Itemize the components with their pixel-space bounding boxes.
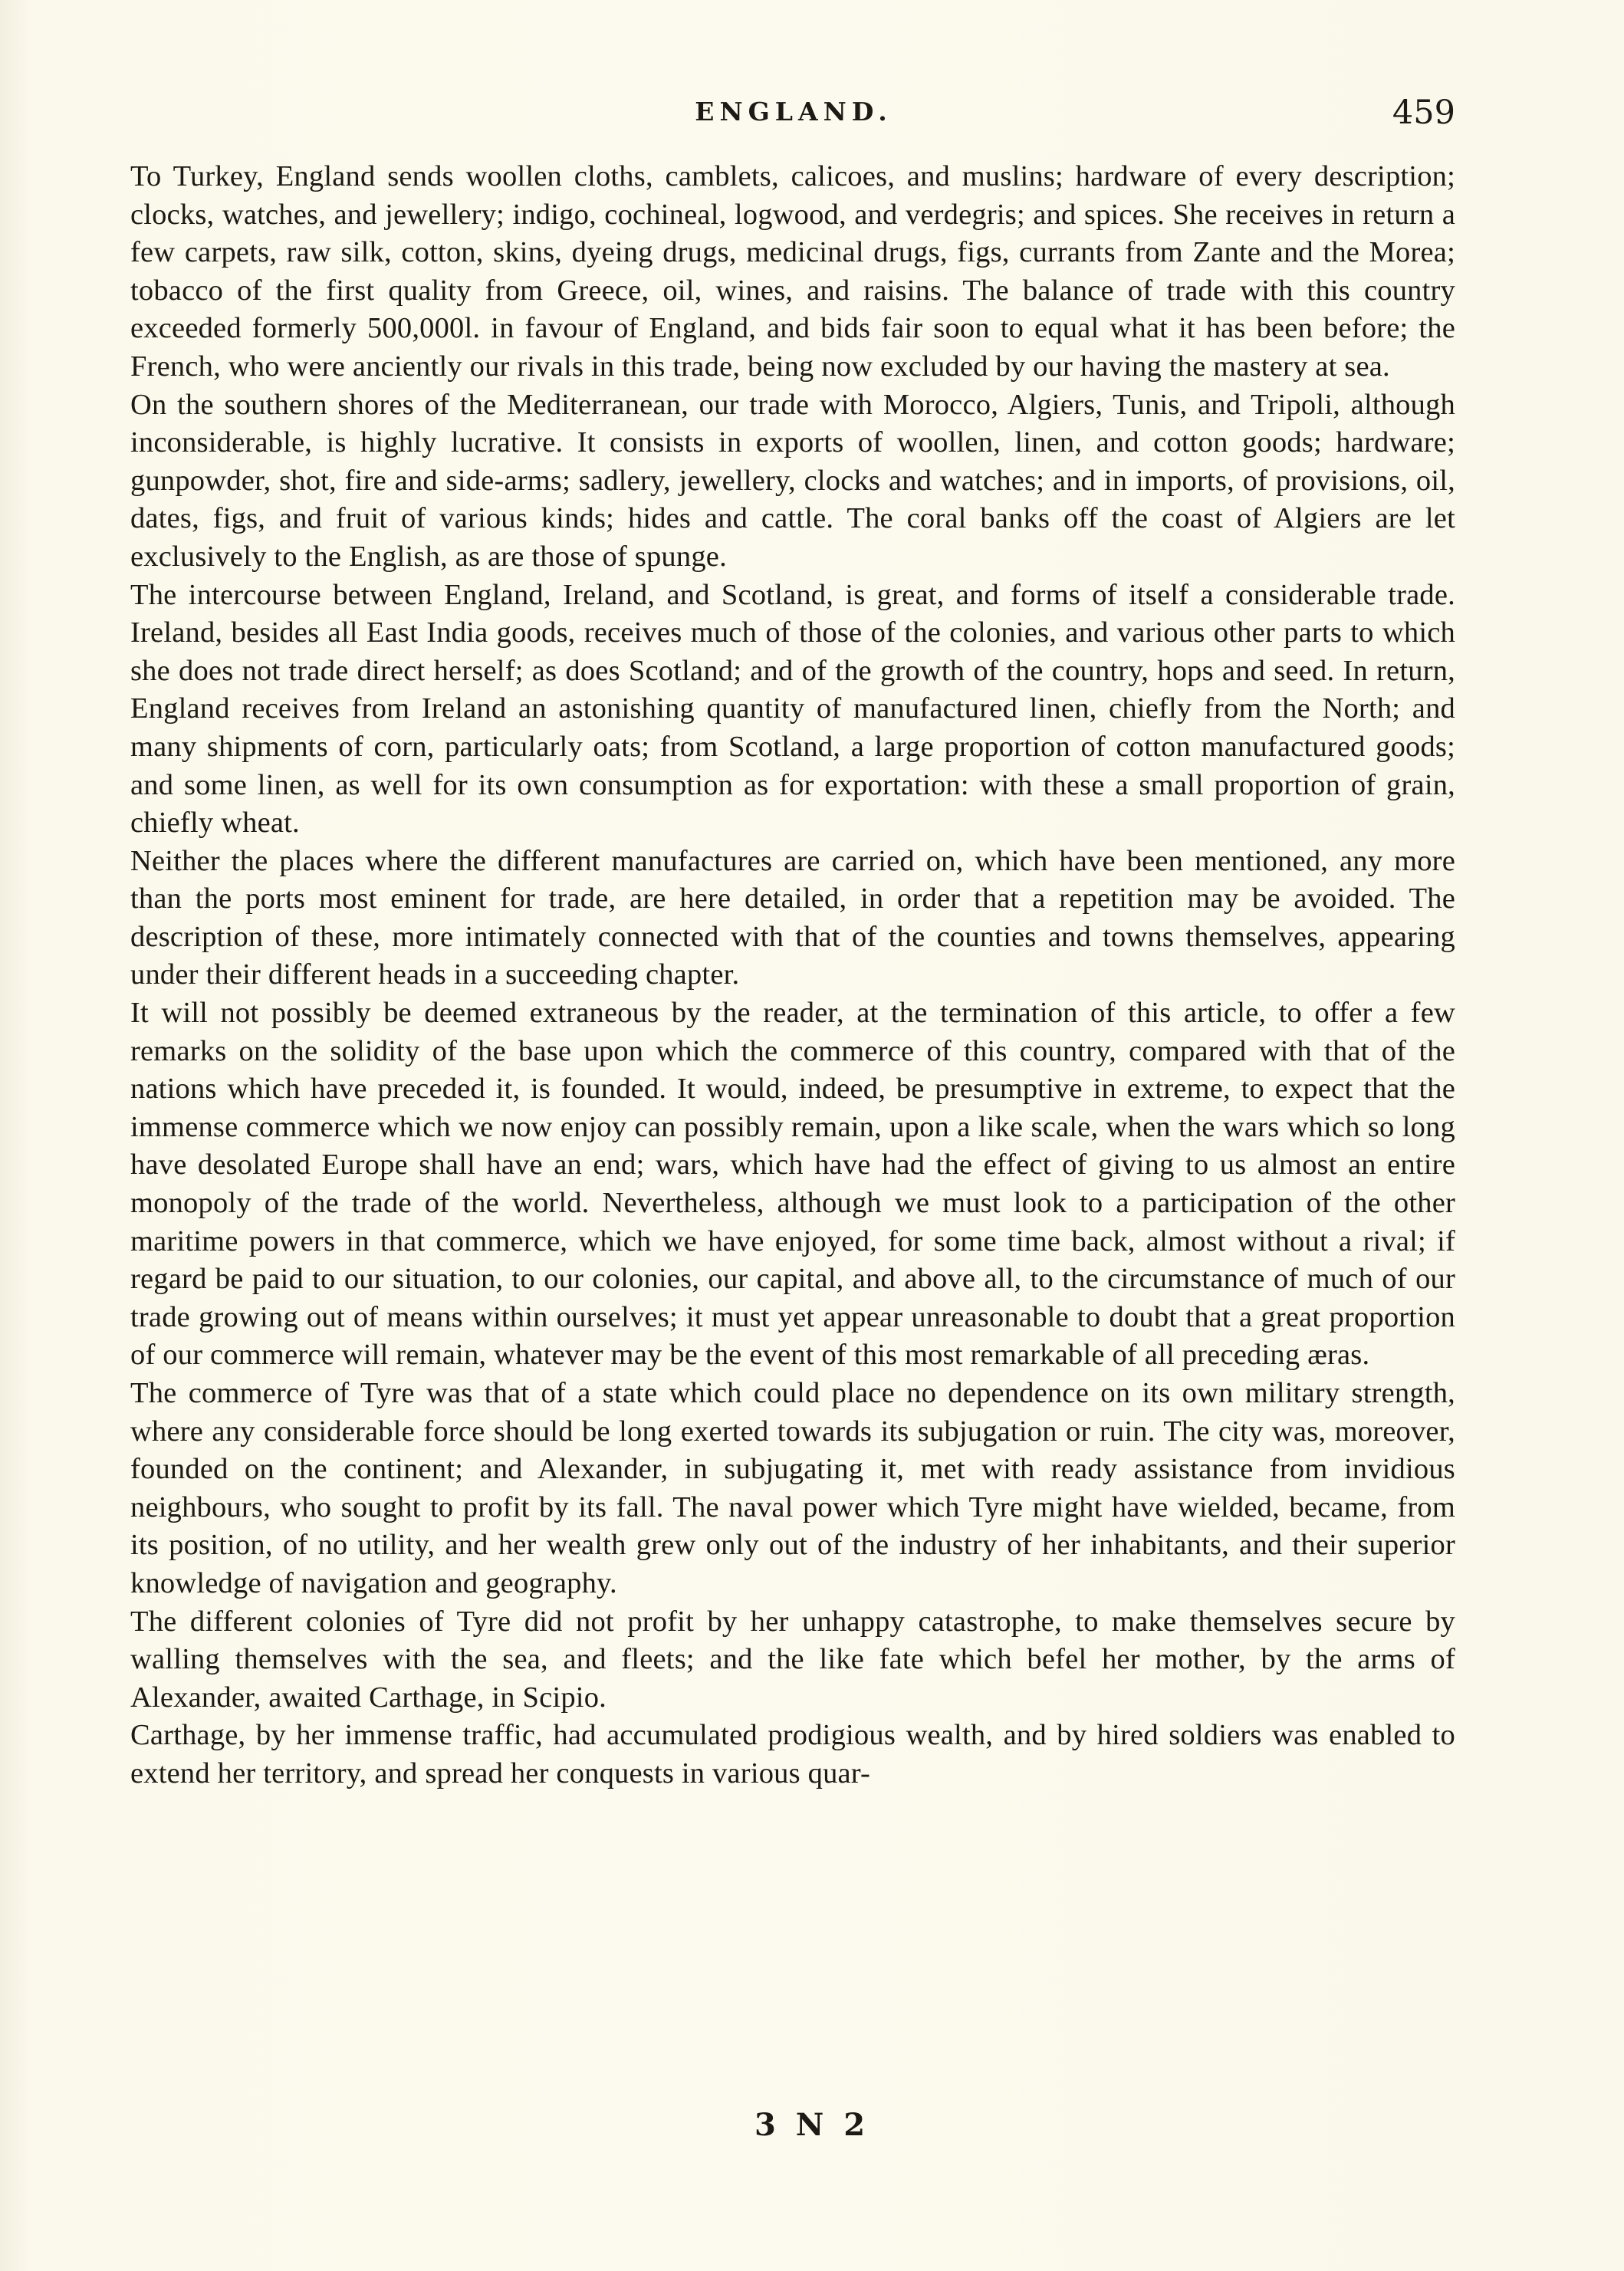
body-text — [130, 158, 1455, 1793]
paragraph: The different colonies of Tyre did not profit by her unhappy catastrophe, to make themselves secure by walling themselves with the sea, and fleets; and the like fate which befel her mother, by the arms of Alexander, awaited Carthage, in Scipio. — [130, 1605, 1455, 1714]
page-number: 459 — [1392, 94, 1455, 132]
paragraph: The commerce of Tyre was that of a state which could place no dependence on its own military strength, where any considerable force should be long exerted towards its subjugation or ruin. The city was, moreover, founded on the continent; and Alexander, in subjugating it, met with ready assistance from invidious neighbours, who sought to profit by its fall. The naval power which Tyre might have wielded, became, from its position, of no utility, and her wealth grew only out of the industry of her inhabitants, and their superior knowledge of navigation and geography. — [130, 1377, 1455, 1599]
paragraph: Carthage, by her immense traffic, had accumulated prodigious wealth, and by hired soldiers was enabled to extend her territory, and spread her conquests in various quar- — [130, 1719, 1455, 1790]
running-head: ENGLAND. — [695, 97, 893, 127]
signature-mark: 3 N 2 — [754, 2107, 870, 2143]
paragraph: It will not possibly be deemed extraneous by the reader, at the termination of this article, to offer a few remarks on the solidity of the base upon which the commerce of this country, compared with that of the nations which have preceded it, is founded. It would, indeed, be presumptive in extreme, to expect that the immense commerce which we now enjoy can possibly remain, upon a like scale, when the wars which so long have desolated Europe shall have an end; wars, which have had the effect of giving to us almost an entire monopoly of the trade of the world. Nevertheless, although we must look to a participation of the other maritime powers in that commerce, which we have enjoyed, for some time back, almost without a rival; if regard be paid to our situation, to our colonies, our capital, and above all, to the circumstance of much of our trade growing out of means within ourselves; it must yet appear unreasonable to doubt that a great proportion of our commerce will remain, whatever may be the event of this most remarkable of all preceding æras. — [130, 997, 1455, 1372]
paragraph: On the southern shores of the Mediterranean, our trade with Morocco, Algiers, Tunis, and Tripoli, although inconsiderable, is highly lucrative. It consists in exports of woollen, linen, and cotton goods; hardware; gunpowder, shot, fire and side-arms; sadlery, jewellery, clocks and watches; and in imports, of provisions, oil, dates, figs, and fruit of various kinds; hides and cattle. The coral banks off the coast of Algiers are let exclusively to the English, as are those of spunge. — [130, 388, 1455, 573]
paragraph: The intercourse between England, Ireland, and Scotland, is great, and forms of itself a considerable trade. Ireland, besides all East India goods, receives much of those of the colonies, and various other parts to which she does not trade direct herself; as does Scotland; and of the growth of the country, hops and seed. In return, England receives from Ireland an astonishing quantity of manufactured linen, chiefly from the North; and many shipments of corn, particularly oats; from Scotland, a large proportion of cotton manufactured goods; and some linen, as well for its own consumption as for exportation: with these a small proportion of grain, chiefly wheat. — [130, 578, 1455, 840]
page-header — [132, 94, 1455, 140]
paragraph: To Turkey, England sends woollen cloths, camblets, calicoes, and muslins; hardware of every description; clocks, watches, and jewellery; indigo, cochineal, logwood, and verdegris; and spices. She receives in return a few carpets, raw silk, cotton, skins, dyeing drugs, medicinal drugs, figs, currants from Zante and the Morea; tobacco of the first quality from Greece, oil, wines, and raisins. The balance of trade with this country exceeded formerly 500,000l. in favour of England, and bids fair soon to equal what it has been before; the French, who were anciently our rivals in this trade, being now excluded by our having the mastery at sea. — [130, 160, 1455, 383]
paragraph: Neither the places where the different manufactures are carried on, which have been mentioned, any more than the ports most eminent for trade, are here detailed, in order that a repetition may be avoided. The description of these, more intimately connected with that of the counties and towns themselves, appearing under their different heads in a succeeding chapter. — [130, 844, 1455, 991]
